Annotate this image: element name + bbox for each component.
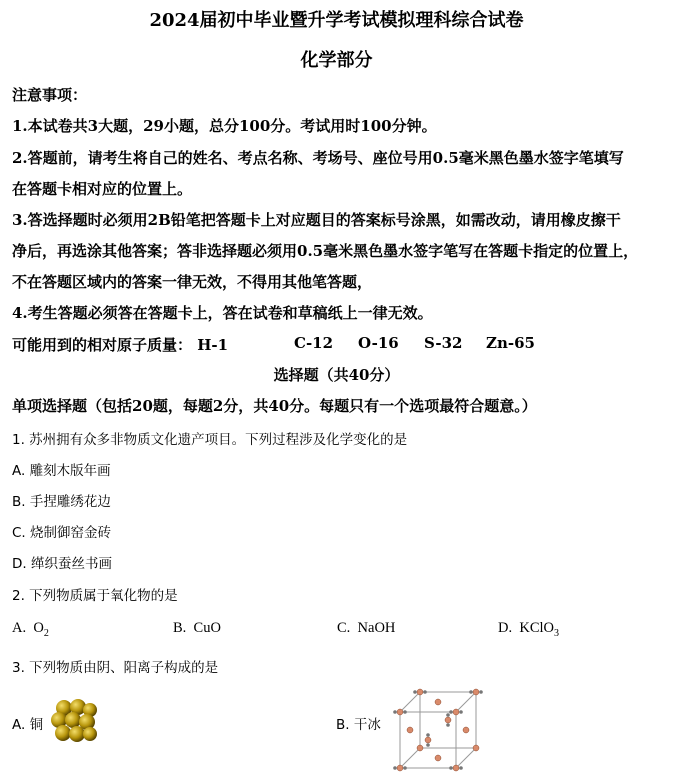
question-3-option-b: B. 干冰 [336,717,381,733]
question-2-stem: 2. 下列物质属于氧化物的是 [12,588,178,604]
notice-item-1: 1.本试卷共3大题，29小题，总分100分。考试用时100分钟。 [12,117,437,135]
question-1-option-b: B. 手捏雕绣花边 [12,494,111,510]
notice-item-3-line-2: 净后，再选涂其他答案；答非选择题必须用0.5毫米黑色墨水签字笔写在答题卡指定的位置上， [12,242,639,260]
dry-ice-lattice-image [392,686,484,772]
exam-subtitle: 化学部分 [300,50,373,71]
notice-item-2-line-1: 2.答题前，请考生将自己的姓名、考点名称、考场号、座位号用0.5毫米黑色墨水签字笔填写 [12,149,624,167]
exam-title: 2024届初中毕业暨升学考试模拟理科综合试卷 [149,10,524,31]
notice-item-2-line-2: 在答题卡相对应的位置上。 [12,180,193,198]
section-description: 单项选择题（包括20题，每题2分，共40分。每题只有一个选项最符合题意。） [12,397,537,415]
notice-heading: 注意事项： [12,86,88,104]
atomic-mass-line [12,334,535,355]
notice-item-3-line-3: 不在答题区域内的答案一律无效，不得用其他笔答题， [12,273,373,291]
atomic-mass-o: O-16 [358,334,399,352]
question-1-option-c: C. 烧制御窑金砖 [12,525,112,541]
copper-atom-cluster-image [50,698,100,744]
question-1-stem: 1. 苏州拥有众多非物质文化遗产项目。下列过程涉及化学变化的是 [12,432,408,448]
question-1-option-d: D. 缂织蚕丝书画 [12,556,112,572]
notice-item-4: 4.考生答题必须答在答题卡上，答在试卷和草稿纸上一律无效。 [12,304,433,322]
section-title: 选择题（共40分） [273,366,400,384]
question-1-option-a: A. 雕刻木版年画 [12,463,111,479]
question-3-stem: 3. 下列物质由阴、阳离子构成的是 [12,660,219,676]
atomic-mass-label: 可能用到的相对原子质量： [12,336,193,354]
atomic-mass-zn: Zn-65 [486,334,535,352]
question-3-option-a: A. 铜 [12,717,44,733]
question-2-option-d: D. KClO$_3$ [498,620,560,639]
question-2-option-b: B. CuO [173,620,221,636]
atomic-mass-h: H-1 [197,336,229,354]
notice-item-3-line-1: 3.答选择题时必须用2B铅笔把答题卡上对应题目的答案标号涂黑，如需改动，请用橡皮擦干 [12,211,621,229]
question-2-option-a: A. $O_2$ [12,620,49,639]
atomic-mass-c: C-12 [294,334,334,352]
atomic-mass-s: S-32 [424,334,463,352]
question-2-option-c: C. NaOH [337,620,396,636]
